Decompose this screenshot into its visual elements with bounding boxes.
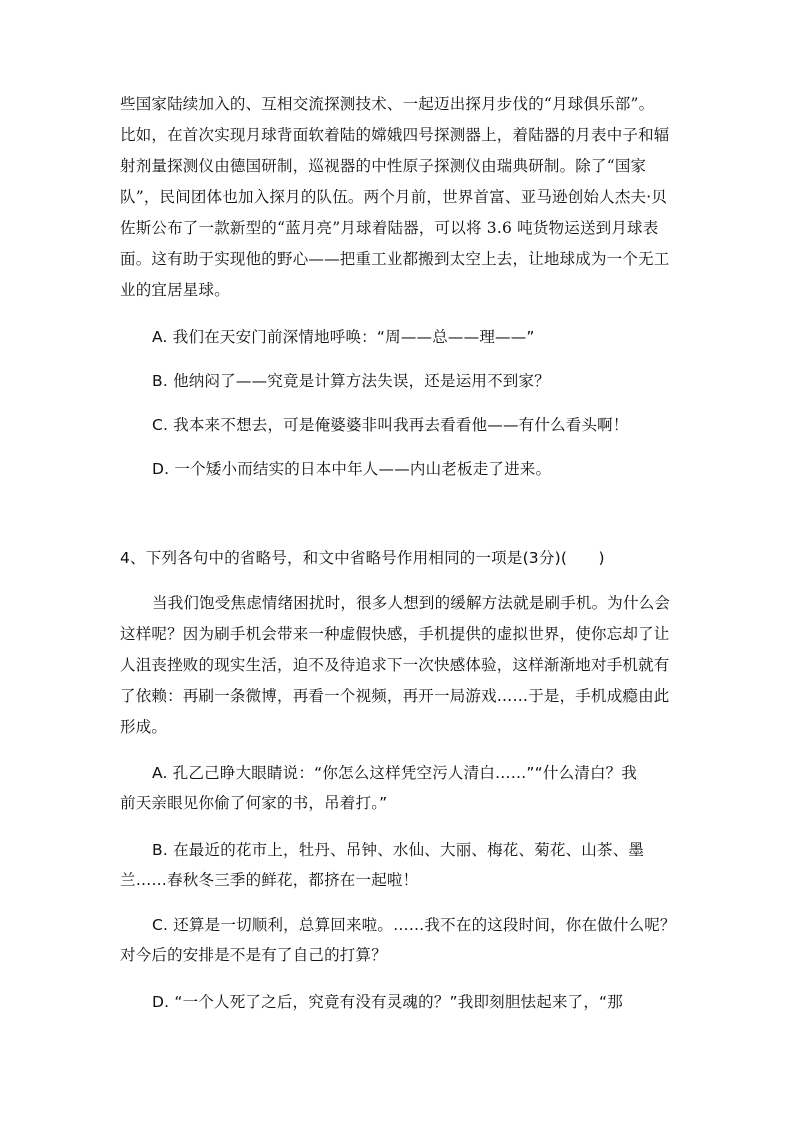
question-4-passage-line: 这样呢？因为刷手机会带来一种虚假快感，手机提供的虚拟世界，使你忘却了让 [120, 625, 670, 643]
option-a-line-2: 前天亲眼见你偷了何家的书，吊着打。” [120, 794, 388, 812]
option-c: C. 我本来不想去，可是俺婆婆非叫我再去看看他——有什么看头啊！ [152, 416, 629, 434]
question-4-stem: 4、下列各句中的省略号，和文中省略号作用相同的一项是(3分)( ) [120, 549, 605, 567]
option-b-line-2: 兰……春秋冬三季的鲜花，都挤在一起啦！ [120, 871, 419, 889]
question-4-passage-line: 当我们饱受焦虑情绪困扰时，很多人想到的缓解方法就是刷手机。为什么会 [152, 594, 671, 612]
passage-1-line: 射剂量探测仪由德国研制，巡视器的中性原子探测仪由瑞典研制。除了“国家 [120, 157, 647, 175]
option-c-line-2: 对今后的安排是不是有了自己的打算？ [120, 946, 387, 964]
passage-1-line: 些国家陆续加入的、互相交流探测技术、一起迈出探月步伐的“月球俱乐部”。 [120, 95, 655, 113]
option-b: B. 他纳闷了——究竟是计算方法失误，还是运用不到家？ [152, 372, 550, 390]
option-d-line-1: D. “一个人死了之后，究竟有没有灵魂的？”我即刻胆怯起来了，“那 [152, 993, 623, 1011]
option-a: A. 我们在天安门前深情地呼唤：“周——总——理——” [152, 328, 535, 346]
option-b-line-1: B. 在最近的花市上，牡丹、吊钟、水仙、大丽、梅花、菊花、山茶、墨 [152, 841, 645, 859]
option-a-line-1: A. 孔乙己睁大眼睛说：“你怎么这样凭空污人清白……”“什么清白？我 [152, 764, 638, 782]
question-4-passage-line: 人沮丧挫败的现实生活，迫不及待追求下一次快感体验，这样渐渐地对手机就有 [120, 656, 670, 674]
passage-1-line: 队”，民间团体也加入探月的队伍。两个月前，世界首富、亚马逊创始人杰夫·贝 [120, 188, 668, 206]
passage-1-line: 业的宜居星球。 [120, 281, 230, 299]
passage-1-line: 佐斯公布了一款新型的“蓝月亮”月球着陆器，可以将 3.6 吨货物运送到月球表 [120, 219, 659, 237]
passage-1-line: 比如，在首次实现月球背面软着陆的嫦娥四号探测器上，着陆器的月表中子和辐 [120, 126, 670, 144]
option-d: D. 一个矮小而结实的日本中年人——内山老板走了进来。 [152, 460, 552, 478]
option-c-line-1: C. 还算是一切顺利，总算回来啦。……我不在的这段时间，你在做什么呢？ [152, 916, 676, 934]
question-4-passage-line: 了依赖：再刷一条微博，再看一个视频，再开一局游戏……于是，手机成瘾由此 [120, 687, 670, 705]
passage-1-line: 面。这有助于实现他的野心——把重工业都搬到太空上去，让地球成为一个无工 [120, 250, 670, 268]
question-4-passage-line: 形成。 [120, 718, 168, 736]
